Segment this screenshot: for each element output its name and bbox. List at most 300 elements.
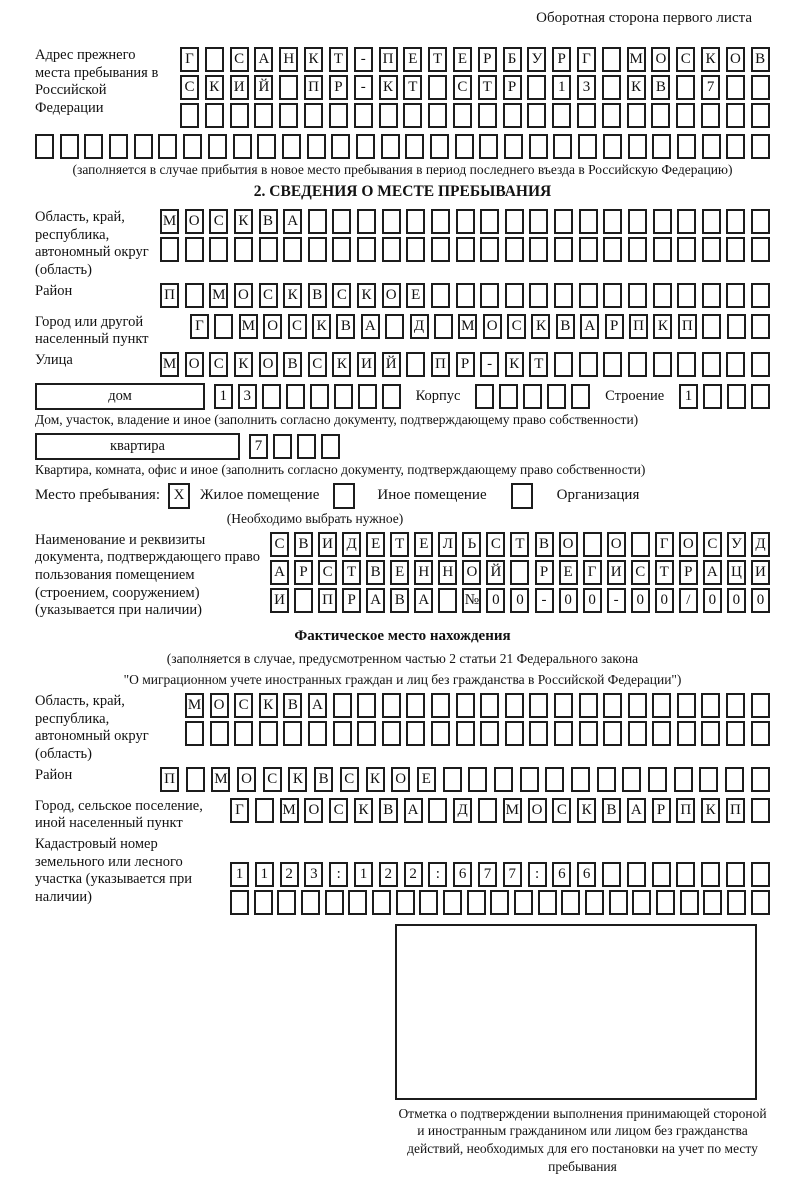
char-cell[interactable]: А — [627, 798, 646, 823]
char-cell[interactable] — [702, 314, 721, 339]
char-cell[interactable]: М — [503, 798, 522, 823]
char-cell[interactable]: Н — [414, 560, 433, 585]
char-cell[interactable]: № — [462, 588, 481, 613]
char-cell[interactable]: К — [701, 798, 720, 823]
char-cell[interactable]: Е — [453, 47, 472, 72]
char-cell[interactable]: М — [185, 693, 204, 718]
char-cell[interactable] — [603, 283, 622, 308]
char-cell[interactable] — [358, 384, 377, 409]
char-cell[interactable]: 1 — [214, 384, 233, 409]
char-cell[interactable]: В — [602, 798, 621, 823]
char-cell[interactable] — [725, 767, 744, 792]
char-cell[interactable]: П — [379, 47, 398, 72]
char-cell[interactable] — [529, 721, 548, 746]
char-cell[interactable]: К — [354, 798, 373, 823]
char-cell[interactable] — [751, 767, 770, 792]
char-cell[interactable]: С — [486, 532, 505, 557]
char-cell[interactable] — [185, 283, 204, 308]
char-cell[interactable] — [653, 283, 672, 308]
char-cell[interactable] — [456, 721, 475, 746]
char-cell[interactable] — [726, 103, 745, 128]
char-cell[interactable]: Р — [329, 75, 348, 100]
char-cell[interactable]: П — [726, 798, 745, 823]
char-cell[interactable] — [431, 721, 450, 746]
char-cell[interactable] — [479, 134, 498, 159]
char-cell[interactable]: К — [357, 283, 376, 308]
char-cell[interactable]: : — [329, 862, 348, 887]
char-cell[interactable] — [382, 237, 401, 262]
char-cell[interactable] — [84, 134, 103, 159]
char-cell[interactable] — [478, 103, 497, 128]
char-cell[interactable]: Й — [254, 75, 273, 100]
char-cell[interactable] — [354, 103, 373, 128]
char-cell[interactable] — [628, 721, 647, 746]
char-cell[interactable] — [282, 134, 301, 159]
char-cell[interactable] — [701, 862, 720, 887]
char-cell[interactable]: В — [366, 560, 385, 585]
char-cell[interactable] — [510, 560, 529, 585]
char-cell[interactable]: О — [462, 560, 481, 585]
char-cell[interactable] — [701, 103, 720, 128]
char-cell[interactable]: С — [340, 767, 359, 792]
char-cell[interactable] — [602, 47, 621, 72]
char-cell[interactable]: О — [210, 693, 229, 718]
char-cell[interactable] — [334, 384, 353, 409]
char-cell[interactable] — [396, 890, 415, 915]
char-cell[interactable]: А — [404, 798, 423, 823]
char-cell[interactable]: 7 — [503, 862, 522, 887]
char-cell[interactable]: 1 — [552, 75, 571, 100]
char-cell[interactable]: Н — [279, 47, 298, 72]
char-cell[interactable] — [456, 209, 475, 234]
char-cell[interactable] — [751, 103, 770, 128]
char-cell[interactable]: О — [304, 798, 323, 823]
char-cell[interactable]: У — [527, 47, 546, 72]
char-cell[interactable]: В — [336, 314, 355, 339]
char-cell[interactable]: С — [270, 532, 289, 557]
char-cell[interactable]: О — [382, 283, 401, 308]
char-cell[interactable]: Т — [478, 75, 497, 100]
char-cell[interactable] — [308, 209, 327, 234]
char-cell[interactable]: М — [627, 47, 646, 72]
char-cell[interactable] — [602, 862, 621, 887]
char-cell[interactable]: И — [357, 352, 376, 377]
char-cell[interactable] — [726, 209, 745, 234]
char-cell[interactable] — [652, 862, 671, 887]
char-cell[interactable]: Р — [605, 314, 624, 339]
char-cell[interactable] — [529, 209, 548, 234]
char-cell[interactable] — [602, 103, 621, 128]
char-cell[interactable] — [428, 75, 447, 100]
char-cell[interactable] — [529, 237, 548, 262]
char-cell[interactable] — [579, 209, 598, 234]
char-cell[interactable] — [208, 134, 227, 159]
char-cell[interactable]: Т — [403, 75, 422, 100]
char-cell[interactable]: С — [234, 693, 253, 718]
char-cell[interactable] — [676, 862, 695, 887]
char-cell[interactable] — [419, 890, 438, 915]
char-cell[interactable]: В — [308, 283, 327, 308]
char-cell[interactable] — [726, 721, 745, 746]
char-cell[interactable]: С — [209, 209, 228, 234]
char-cell[interactable] — [185, 721, 204, 746]
char-cell[interactable] — [406, 721, 425, 746]
char-cell[interactable]: Е — [559, 560, 578, 585]
char-cell[interactable]: 3 — [304, 862, 323, 887]
char-cell[interactable]: 0 — [559, 588, 578, 613]
char-cell[interactable] — [357, 237, 376, 262]
char-cell[interactable]: В — [751, 47, 770, 72]
char-cell[interactable]: И — [230, 75, 249, 100]
char-cell[interactable]: О — [263, 314, 282, 339]
char-cell[interactable]: О — [234, 283, 253, 308]
char-cell[interactable]: 7 — [249, 434, 268, 459]
char-cell[interactable] — [283, 721, 302, 746]
char-cell[interactable] — [185, 237, 204, 262]
char-cell[interactable] — [431, 693, 450, 718]
char-cell[interactable]: С — [180, 75, 199, 100]
char-cell[interactable] — [480, 209, 499, 234]
char-cell[interactable] — [456, 283, 475, 308]
char-cell[interactable]: Р — [652, 798, 671, 823]
char-cell[interactable] — [627, 862, 646, 887]
char-cell[interactable]: 7 — [478, 862, 497, 887]
char-cell[interactable] — [279, 103, 298, 128]
char-cell[interactable]: П — [431, 352, 450, 377]
char-cell[interactable] — [405, 134, 424, 159]
char-cell[interactable] — [183, 134, 202, 159]
char-cell[interactable] — [553, 134, 572, 159]
char-cell[interactable] — [331, 134, 350, 159]
char-cell[interactable] — [304, 103, 323, 128]
char-cell[interactable] — [677, 693, 696, 718]
char-cell[interactable]: В — [283, 352, 302, 377]
char-cell[interactable] — [751, 693, 770, 718]
char-cell[interactable] — [603, 134, 622, 159]
char-cell[interactable] — [255, 798, 274, 823]
char-cell[interactable] — [751, 237, 770, 262]
char-cell[interactable] — [628, 352, 647, 377]
char-cell[interactable]: 6 — [453, 862, 472, 887]
char-cell[interactable] — [751, 798, 770, 823]
char-cell[interactable]: 6 — [552, 862, 571, 887]
char-cell[interactable] — [431, 237, 450, 262]
char-cell[interactable] — [134, 134, 153, 159]
char-cell[interactable] — [751, 209, 770, 234]
char-cell[interactable]: Й — [382, 352, 401, 377]
char-cell[interactable] — [333, 721, 352, 746]
char-cell[interactable]: П — [160, 283, 179, 308]
char-cell[interactable] — [627, 103, 646, 128]
char-cell[interactable] — [434, 314, 453, 339]
char-cell[interactable]: Ц — [727, 560, 746, 585]
char-cell[interactable]: Д — [342, 532, 361, 557]
char-cell[interactable] — [702, 209, 721, 234]
char-cell[interactable]: К — [312, 314, 331, 339]
char-cell[interactable] — [277, 890, 296, 915]
char-cell[interactable] — [325, 890, 344, 915]
char-cell[interactable]: Е — [403, 47, 422, 72]
char-cell[interactable]: В — [651, 75, 670, 100]
char-cell[interactable]: С — [288, 314, 307, 339]
char-cell[interactable] — [453, 103, 472, 128]
char-cell[interactable]: 1 — [354, 862, 373, 887]
char-cell[interactable] — [480, 693, 499, 718]
char-cell[interactable] — [234, 721, 253, 746]
char-cell[interactable] — [552, 103, 571, 128]
char-cell[interactable] — [726, 237, 745, 262]
char-cell[interactable] — [406, 209, 425, 234]
char-cell[interactable]: М — [160, 352, 179, 377]
char-cell[interactable] — [603, 352, 622, 377]
char-cell[interactable]: Р — [478, 47, 497, 72]
char-cell[interactable] — [677, 352, 696, 377]
char-cell[interactable] — [726, 862, 745, 887]
checkbox-other-premises[interactable] — [333, 483, 355, 509]
char-cell[interactable] — [382, 384, 401, 409]
char-cell[interactable]: Р — [552, 47, 571, 72]
char-cell[interactable]: Е — [414, 532, 433, 557]
char-cell[interactable] — [514, 890, 533, 915]
char-cell[interactable] — [538, 890, 557, 915]
char-cell[interactable] — [727, 384, 746, 409]
char-cell[interactable]: К — [701, 47, 720, 72]
char-cell[interactable] — [35, 134, 54, 159]
char-cell[interactable] — [653, 209, 672, 234]
char-cell[interactable] — [214, 314, 233, 339]
char-cell[interactable]: К — [531, 314, 550, 339]
char-cell[interactable]: - — [535, 588, 554, 613]
char-cell[interactable]: К — [379, 75, 398, 100]
char-cell[interactable]: И — [607, 560, 626, 585]
char-cell[interactable]: 7 — [701, 75, 720, 100]
char-cell[interactable]: К — [234, 209, 253, 234]
char-cell[interactable]: 0 — [510, 588, 529, 613]
char-cell[interactable] — [431, 283, 450, 308]
char-cell[interactable] — [233, 134, 252, 159]
char-cell[interactable]: О — [726, 47, 745, 72]
char-cell[interactable]: О — [259, 352, 278, 377]
char-cell[interactable] — [702, 352, 721, 377]
char-cell[interactable]: М — [280, 798, 299, 823]
char-cell[interactable]: Е — [406, 283, 425, 308]
char-cell[interactable] — [628, 209, 647, 234]
char-cell[interactable]: А — [254, 47, 273, 72]
char-cell[interactable] — [467, 890, 486, 915]
char-cell[interactable] — [579, 283, 598, 308]
char-cell[interactable] — [751, 283, 770, 308]
char-cell[interactable] — [379, 103, 398, 128]
char-cell[interactable] — [499, 384, 518, 409]
char-cell[interactable]: Т — [390, 532, 409, 557]
char-cell[interactable] — [332, 237, 351, 262]
char-cell[interactable] — [751, 890, 770, 915]
char-cell[interactable] — [674, 767, 693, 792]
char-cell[interactable]: 6 — [577, 862, 596, 887]
char-cell[interactable] — [254, 890, 273, 915]
char-cell[interactable]: П — [318, 588, 337, 613]
char-cell[interactable]: К — [627, 75, 646, 100]
char-cell[interactable] — [455, 134, 474, 159]
char-cell[interactable] — [554, 352, 573, 377]
char-cell[interactable] — [603, 721, 622, 746]
char-cell[interactable] — [703, 384, 722, 409]
char-cell[interactable] — [357, 209, 376, 234]
char-cell[interactable]: Г — [577, 47, 596, 72]
char-cell[interactable] — [308, 721, 327, 746]
char-cell[interactable] — [579, 352, 598, 377]
char-cell[interactable]: У — [727, 532, 746, 557]
char-cell[interactable]: М — [239, 314, 258, 339]
char-cell[interactable]: 0 — [583, 588, 602, 613]
char-cell[interactable] — [727, 314, 746, 339]
char-cell[interactable] — [579, 721, 598, 746]
char-cell[interactable]: В — [556, 314, 575, 339]
char-cell[interactable] — [158, 134, 177, 159]
char-cell[interactable] — [505, 721, 524, 746]
char-cell[interactable]: Д — [751, 532, 770, 557]
house-type-box[interactable]: дом — [35, 383, 205, 410]
char-cell[interactable] — [490, 890, 509, 915]
char-cell[interactable]: 0 — [703, 588, 722, 613]
char-cell[interactable]: 0 — [631, 588, 650, 613]
char-cell[interactable]: Т — [428, 47, 447, 72]
char-cell[interactable]: С — [263, 767, 282, 792]
char-cell[interactable]: О — [391, 767, 410, 792]
char-cell[interactable] — [751, 721, 770, 746]
char-cell[interactable]: С — [318, 560, 337, 585]
char-cell[interactable] — [579, 237, 598, 262]
char-cell[interactable] — [651, 103, 670, 128]
char-cell[interactable]: Г — [190, 314, 209, 339]
char-cell[interactable] — [475, 384, 494, 409]
char-cell[interactable] — [652, 693, 671, 718]
char-cell[interactable] — [677, 209, 696, 234]
char-cell[interactable]: Д — [453, 798, 472, 823]
char-cell[interactable] — [480, 237, 499, 262]
char-cell[interactable] — [677, 134, 696, 159]
char-cell[interactable] — [430, 134, 449, 159]
char-cell[interactable] — [480, 721, 499, 746]
char-cell[interactable] — [628, 237, 647, 262]
char-cell[interactable] — [545, 767, 564, 792]
char-cell[interactable] — [751, 352, 770, 377]
char-cell[interactable] — [520, 767, 539, 792]
char-cell[interactable]: С — [259, 283, 278, 308]
char-cell[interactable] — [406, 693, 425, 718]
char-cell[interactable]: С — [507, 314, 526, 339]
char-cell[interactable]: Р — [294, 560, 313, 585]
char-cell[interactable] — [726, 283, 745, 308]
char-cell[interactable] — [561, 890, 580, 915]
char-cell[interactable] — [504, 134, 523, 159]
char-cell[interactable] — [310, 384, 329, 409]
char-cell[interactable] — [406, 352, 425, 377]
char-cell[interactable]: К — [577, 798, 596, 823]
char-cell[interactable]: 1 — [255, 862, 274, 887]
char-cell[interactable] — [382, 693, 401, 718]
char-cell[interactable] — [554, 721, 573, 746]
char-cell[interactable] — [547, 384, 566, 409]
char-cell[interactable] — [751, 134, 770, 159]
char-cell[interactable] — [677, 721, 696, 746]
char-cell[interactable] — [603, 209, 622, 234]
char-cell[interactable]: Н — [438, 560, 457, 585]
char-cell[interactable] — [751, 75, 770, 100]
char-cell[interactable]: Т — [342, 560, 361, 585]
char-cell[interactable] — [726, 693, 745, 718]
char-cell[interactable] — [372, 890, 391, 915]
char-cell[interactable] — [348, 890, 367, 915]
char-cell[interactable] — [60, 134, 79, 159]
char-cell[interactable] — [676, 103, 695, 128]
char-cell[interactable]: О — [651, 47, 670, 72]
char-cell[interactable] — [357, 693, 376, 718]
char-cell[interactable]: В — [379, 798, 398, 823]
char-cell[interactable] — [702, 237, 721, 262]
char-cell[interactable]: А — [366, 588, 385, 613]
char-cell[interactable] — [230, 890, 249, 915]
char-cell[interactable] — [583, 532, 602, 557]
char-cell[interactable]: Р — [503, 75, 522, 100]
char-cell[interactable]: С — [329, 798, 348, 823]
char-cell[interactable]: А — [283, 209, 302, 234]
char-cell[interactable] — [259, 721, 278, 746]
char-cell[interactable] — [554, 693, 573, 718]
char-cell[interactable]: А — [270, 560, 289, 585]
char-cell[interactable] — [257, 134, 276, 159]
char-cell[interactable] — [652, 134, 671, 159]
char-cell[interactable]: В — [390, 588, 409, 613]
char-cell[interactable] — [628, 283, 647, 308]
char-cell[interactable]: А — [414, 588, 433, 613]
char-cell[interactable]: Г — [230, 798, 249, 823]
char-cell[interactable]: О — [237, 767, 256, 792]
char-cell[interactable]: Д — [410, 314, 429, 339]
char-cell[interactable] — [307, 134, 326, 159]
char-cell[interactable] — [751, 862, 770, 887]
char-cell[interactable] — [279, 75, 298, 100]
char-cell[interactable]: Р — [535, 560, 554, 585]
char-cell[interactable] — [676, 75, 695, 100]
char-cell[interactable] — [273, 434, 292, 459]
char-cell[interactable]: К — [205, 75, 224, 100]
char-cell[interactable] — [443, 890, 462, 915]
char-cell[interactable] — [571, 384, 590, 409]
char-cell[interactable] — [381, 134, 400, 159]
char-cell[interactable] — [751, 384, 770, 409]
char-cell[interactable] — [283, 237, 302, 262]
char-cell[interactable]: - — [480, 352, 499, 377]
char-cell[interactable]: / — [679, 588, 698, 613]
char-cell[interactable]: Т — [329, 47, 348, 72]
char-cell[interactable] — [648, 767, 667, 792]
char-cell[interactable] — [357, 721, 376, 746]
char-cell[interactable]: 3 — [577, 75, 596, 100]
char-cell[interactable] — [527, 75, 546, 100]
char-cell[interactable] — [602, 75, 621, 100]
char-cell[interactable] — [571, 767, 590, 792]
char-cell[interactable]: Г — [655, 532, 674, 557]
char-cell[interactable] — [294, 588, 313, 613]
char-cell[interactable] — [527, 103, 546, 128]
char-cell[interactable] — [505, 237, 524, 262]
char-cell[interactable]: С — [631, 560, 650, 585]
char-cell[interactable] — [205, 103, 224, 128]
char-cell[interactable] — [653, 237, 672, 262]
char-cell[interactable]: А — [703, 560, 722, 585]
char-cell[interactable]: : — [528, 862, 547, 887]
